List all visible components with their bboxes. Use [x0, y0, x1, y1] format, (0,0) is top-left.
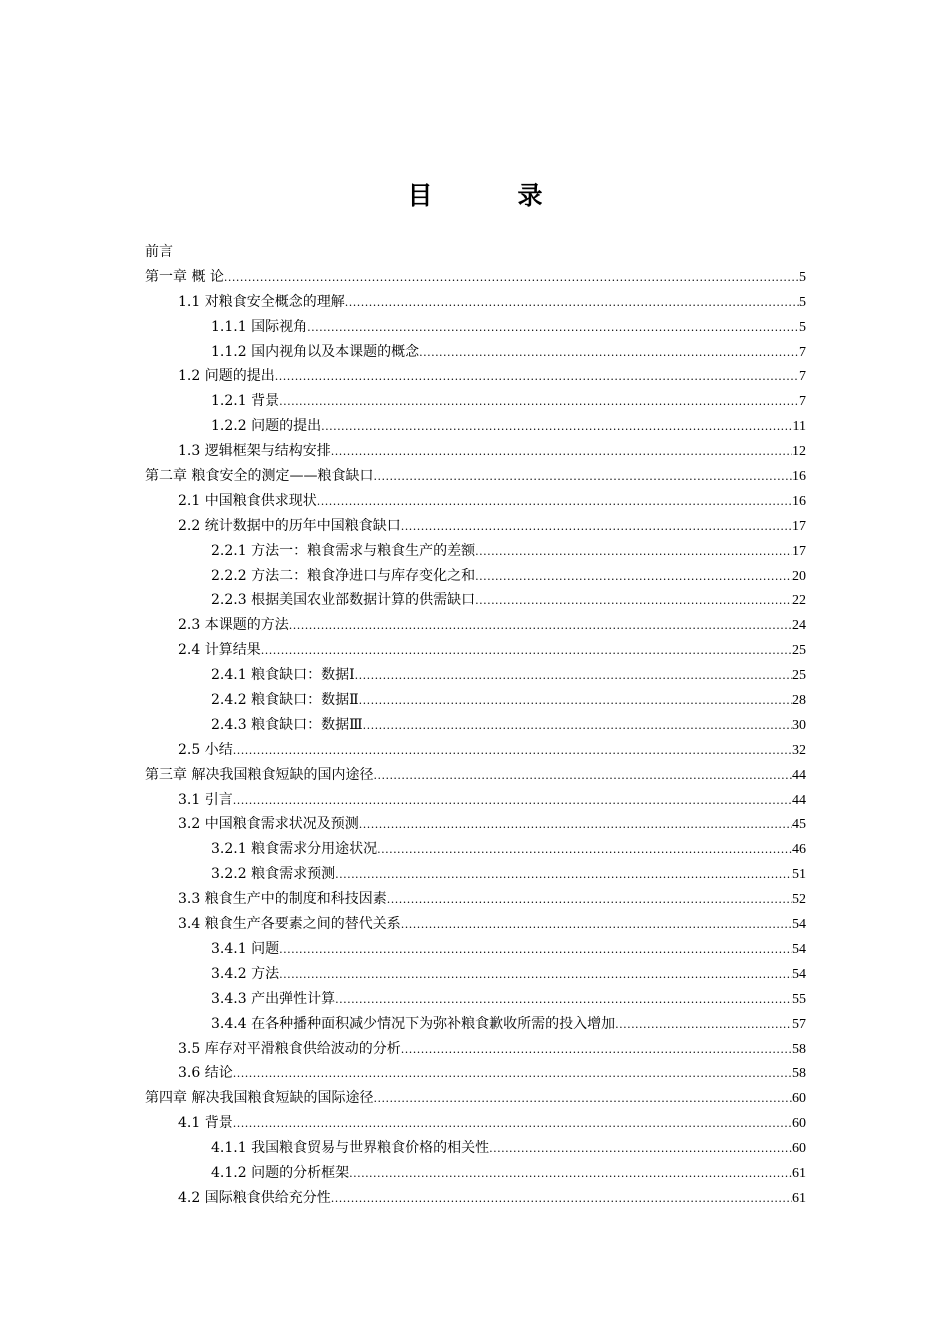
toc-dot-leader — [401, 913, 792, 938]
toc-entry[interactable] — [145, 738, 806, 763]
toc-dot-leader — [615, 1013, 792, 1038]
toc-entry[interactable] — [145, 788, 806, 813]
toc-entry-title: 1.1.1 国际视角 — [211, 318, 308, 335]
toc-entry-title: 第二章 粮食安全的测定——粮食缺口 — [145, 468, 374, 485]
toc-entry[interactable] — [145, 364, 806, 389]
toc-entry[interactable] — [145, 414, 806, 439]
page-title: 目 录 — [407, 181, 573, 210]
toc-entry-page-number: 7 — [799, 344, 806, 360]
toc-entry-title: 第三章 解决我国粮食短缺的国内途径 — [145, 766, 374, 783]
toc-entry-page-number: 54 — [792, 941, 806, 957]
toc-entry[interactable] — [145, 1086, 806, 1111]
toc-entry-page-number: 61 — [792, 1190, 806, 1206]
toc-entry[interactable] — [145, 713, 806, 738]
toc-entry-page-number: 7 — [799, 394, 806, 410]
toc-dot-leader — [279, 938, 792, 963]
toc-entry[interactable] — [145, 290, 806, 315]
toc-entry-page-number: 5 — [799, 269, 806, 285]
toc-entry-title: 3.4.3 产出弹性计算 — [211, 990, 336, 1007]
toc-entry-title: 3.2.2 粮食需求预测 — [211, 866, 336, 883]
toc-entry-page-number: 16 — [792, 493, 806, 509]
toc-dot-leader — [419, 341, 799, 366]
toc-dot-leader — [321, 415, 792, 440]
toc-entry-page-number: 32 — [792, 742, 806, 758]
toc-entry-page-number: 25 — [792, 643, 806, 659]
toc-entry-title: 1.2 问题的提出 — [178, 368, 275, 385]
toc-entry-page-number: 61 — [792, 1165, 806, 1181]
toc-entry-page-number: 51 — [792, 867, 806, 883]
toc-entry[interactable] — [145, 937, 806, 962]
toc-entry[interactable] — [145, 464, 806, 489]
toc-entry-page-number: 30 — [792, 717, 806, 733]
toc-dot-leader — [359, 689, 792, 714]
toc-entry-title: 1.2.2 问题的提出 — [211, 418, 322, 435]
toc-entry[interactable] — [145, 1111, 806, 1136]
toc-entry-title: 3.3 粮食生产中的制度和科技因素 — [178, 891, 387, 908]
toc-entry-page-number: 16 — [792, 469, 806, 485]
toc-preface[interactable]: 前言 — [145, 244, 173, 260]
toc-entry-title: 4.2 国际粮食供给充分性 — [178, 1189, 331, 1206]
toc-entry-page-number: 46 — [792, 842, 806, 858]
toc-entry-page-number: 24 — [792, 618, 806, 634]
toc-entry-page-number: 17 — [792, 543, 806, 559]
toc-dot-leader — [359, 813, 792, 838]
toc-entry[interactable] — [145, 1037, 806, 1062]
toc-dot-leader — [355, 664, 792, 689]
toc-entry[interactable] — [145, 613, 806, 638]
toc-dot-leader — [317, 490, 792, 515]
toc-entry-page-number: 54 — [792, 966, 806, 982]
toc-entry[interactable] — [145, 539, 806, 564]
toc-dot-leader — [377, 838, 792, 863]
toc-dot-leader — [401, 515, 792, 540]
toc-entry-title: 3.2 中国粮食需求状况及预测 — [178, 816, 359, 833]
toc-dot-leader — [233, 739, 792, 764]
toc-entry-page-number: 20 — [792, 568, 806, 584]
toc-dot-leader — [349, 1162, 792, 1187]
toc-entry[interactable] — [145, 439, 806, 464]
toc-entry[interactable] — [145, 663, 806, 688]
toc-entry-title: 3.4.1 问题 — [211, 940, 280, 957]
toc-entry[interactable] — [145, 340, 806, 365]
toc-entry[interactable] — [145, 514, 806, 539]
toc-entry[interactable] — [145, 564, 806, 589]
toc-entry[interactable] — [145, 912, 806, 937]
toc-entry-page-number: 60 — [792, 1091, 806, 1107]
toc-entry-page-number: 28 — [792, 693, 806, 709]
toc-dot-leader — [261, 639, 792, 664]
toc-dot-leader — [387, 888, 792, 913]
toc-entry[interactable] — [145, 987, 806, 1012]
toc-entry-page-number: 22 — [792, 593, 806, 609]
toc-dot-leader — [279, 963, 792, 988]
toc-entry-title: 2.1 中国粮食供求现状 — [178, 492, 317, 509]
toc-entry-page-number: 57 — [792, 1016, 806, 1032]
toc-dot-leader — [331, 440, 792, 465]
toc-dot-leader — [475, 540, 792, 565]
toc-entry-title: 3.4 粮食生产各要素之间的替代关系 — [178, 916, 401, 933]
toc-entry-title: 3.1 引言 — [178, 791, 233, 808]
toc-entry[interactable] — [145, 763, 806, 788]
toc-entry-title: 2.4.3 粮食缺口：数据Ⅲ — [211, 716, 363, 733]
toc-entry-title: 4.1.2 问题的分析框架 — [211, 1164, 350, 1181]
toc-entry-title: 第四章 解决我国粮食短缺的国际途径 — [145, 1090, 374, 1107]
toc-entry[interactable] — [145, 1061, 806, 1086]
toc-entry-page-number: 5 — [799, 294, 806, 310]
toc-entry-title: 1.2.1 背景 — [211, 393, 280, 410]
toc-dot-leader — [224, 266, 799, 291]
toc-entry[interactable] — [145, 887, 806, 912]
toc-entry-title: 2.2.3 根据美国农业部数据计算的供需缺口 — [211, 592, 476, 609]
toc-dot-leader — [279, 390, 799, 415]
toc-dot-leader — [401, 1038, 792, 1063]
toc-dot-leader — [335, 988, 792, 1013]
toc-entry-title: 2.4 计算结果 — [178, 642, 261, 659]
toc-dot-leader — [307, 316, 799, 341]
toc-dot-leader — [475, 589, 792, 614]
toc-dot-leader — [475, 565, 792, 590]
toc-dot-leader — [275, 365, 799, 390]
toc-entry-page-number: 7 — [799, 369, 806, 385]
toc-entry[interactable] — [145, 688, 806, 713]
toc-dot-leader — [335, 863, 792, 888]
toc-dot-leader — [373, 764, 792, 789]
toc-entry-page-number: 45 — [792, 817, 806, 833]
toc-entry-title: 3.4.4 在各种播种面积减少情况下为弥补粮食歉收所需的投入增加 — [211, 1015, 616, 1032]
toc-entry[interactable] — [145, 638, 806, 663]
table-of-contents — [145, 240, 806, 1211]
toc-entry-title: 3.5 库存对平滑粮食供给波动的分析 — [178, 1040, 401, 1057]
toc-entry-page-number: 60 — [792, 1141, 806, 1157]
toc-dot-leader — [373, 1087, 792, 1112]
toc-entry-title: 2.2.1 方法一：粮食需求与粮食生产的差额 — [211, 542, 476, 559]
toc-entry[interactable] — [145, 962, 806, 987]
toc-entry-title: 2.4.1 粮食缺口：数据Ⅰ — [211, 667, 355, 684]
toc-dot-leader — [233, 1112, 792, 1137]
toc-entry-page-number: 54 — [792, 917, 806, 933]
toc-entry[interactable] — [145, 1186, 806, 1211]
toc-dot-leader — [289, 614, 792, 639]
toc-entry-page-number: 60 — [792, 1116, 806, 1132]
toc-entry[interactable] — [145, 265, 806, 290]
toc-entry[interactable] — [145, 837, 806, 862]
toc-entry-title: 2.4.2 粮食缺口：数据Ⅱ — [211, 692, 359, 709]
toc-entry[interactable] — [145, 1012, 806, 1037]
toc-dot-leader — [345, 291, 799, 316]
toc-entry-title: 2.5 小结 — [178, 741, 233, 758]
toc-entry-page-number: 58 — [792, 1066, 806, 1082]
toc-entry-title: 2.2.2 方法二：粮食净进口与库存变化之和 — [211, 567, 476, 584]
toc-dot-leader — [233, 1062, 792, 1087]
toc-entry-title: 1.3 逻辑框架与结构安排 — [178, 443, 331, 460]
toc-entry[interactable] — [145, 389, 806, 414]
toc-dot-leader — [489, 1137, 792, 1162]
toc-entry-title: 2.2 统计数据中的历年中国粮食缺口 — [178, 517, 401, 534]
toc-entry-page-number: 44 — [792, 767, 806, 783]
toc-entry-page-number: 52 — [792, 892, 806, 908]
toc-entry[interactable] — [145, 862, 806, 887]
toc-entry-page-number: 17 — [792, 518, 806, 534]
toc-entry-title: 4.1.1 我国粮食贸易与世界粮食价格的相关性 — [211, 1140, 490, 1157]
toc-dot-leader — [233, 789, 792, 814]
toc-entry-title: 1.1 对粮食安全概念的理解 — [178, 293, 345, 310]
toc-entry-title: 3.6 结论 — [178, 1065, 233, 1082]
toc-entry-page-number: 5 — [799, 319, 806, 335]
toc-entry[interactable] — [145, 489, 806, 514]
toc-dot-leader — [331, 1187, 792, 1212]
toc-entry-title: 3.4.2 方法 — [211, 965, 280, 982]
toc-entry-title: 2.3 本课题的方法 — [178, 617, 289, 634]
toc-entry-page-number: 44 — [792, 792, 806, 808]
toc-dot-leader — [373, 465, 792, 490]
toc-entry[interactable] — [145, 315, 806, 340]
toc-entry-title: 4.1 背景 — [178, 1115, 233, 1132]
toc-entry-title: 第一章 概 论 — [145, 268, 224, 285]
toc-list — [145, 265, 806, 1211]
toc-entry-page-number: 11 — [792, 419, 806, 435]
toc-entry[interactable] — [145, 588, 806, 613]
toc-entry-page-number: 12 — [792, 444, 806, 460]
toc-entry-page-number: 58 — [792, 1041, 806, 1057]
toc-entry[interactable] — [145, 1136, 806, 1161]
toc-entry[interactable] — [145, 1161, 806, 1186]
toc-entry-page-number: 25 — [792, 668, 806, 684]
toc-entry-title: 1.1.2 国内视角以及本课题的概念 — [211, 343, 420, 360]
toc-entry[interactable] — [145, 812, 806, 837]
toc-entry-title: 3.2.1 粮食需求分用途状况 — [211, 841, 378, 858]
toc-dot-leader — [363, 714, 792, 739]
toc-entry-page-number: 55 — [792, 991, 806, 1007]
